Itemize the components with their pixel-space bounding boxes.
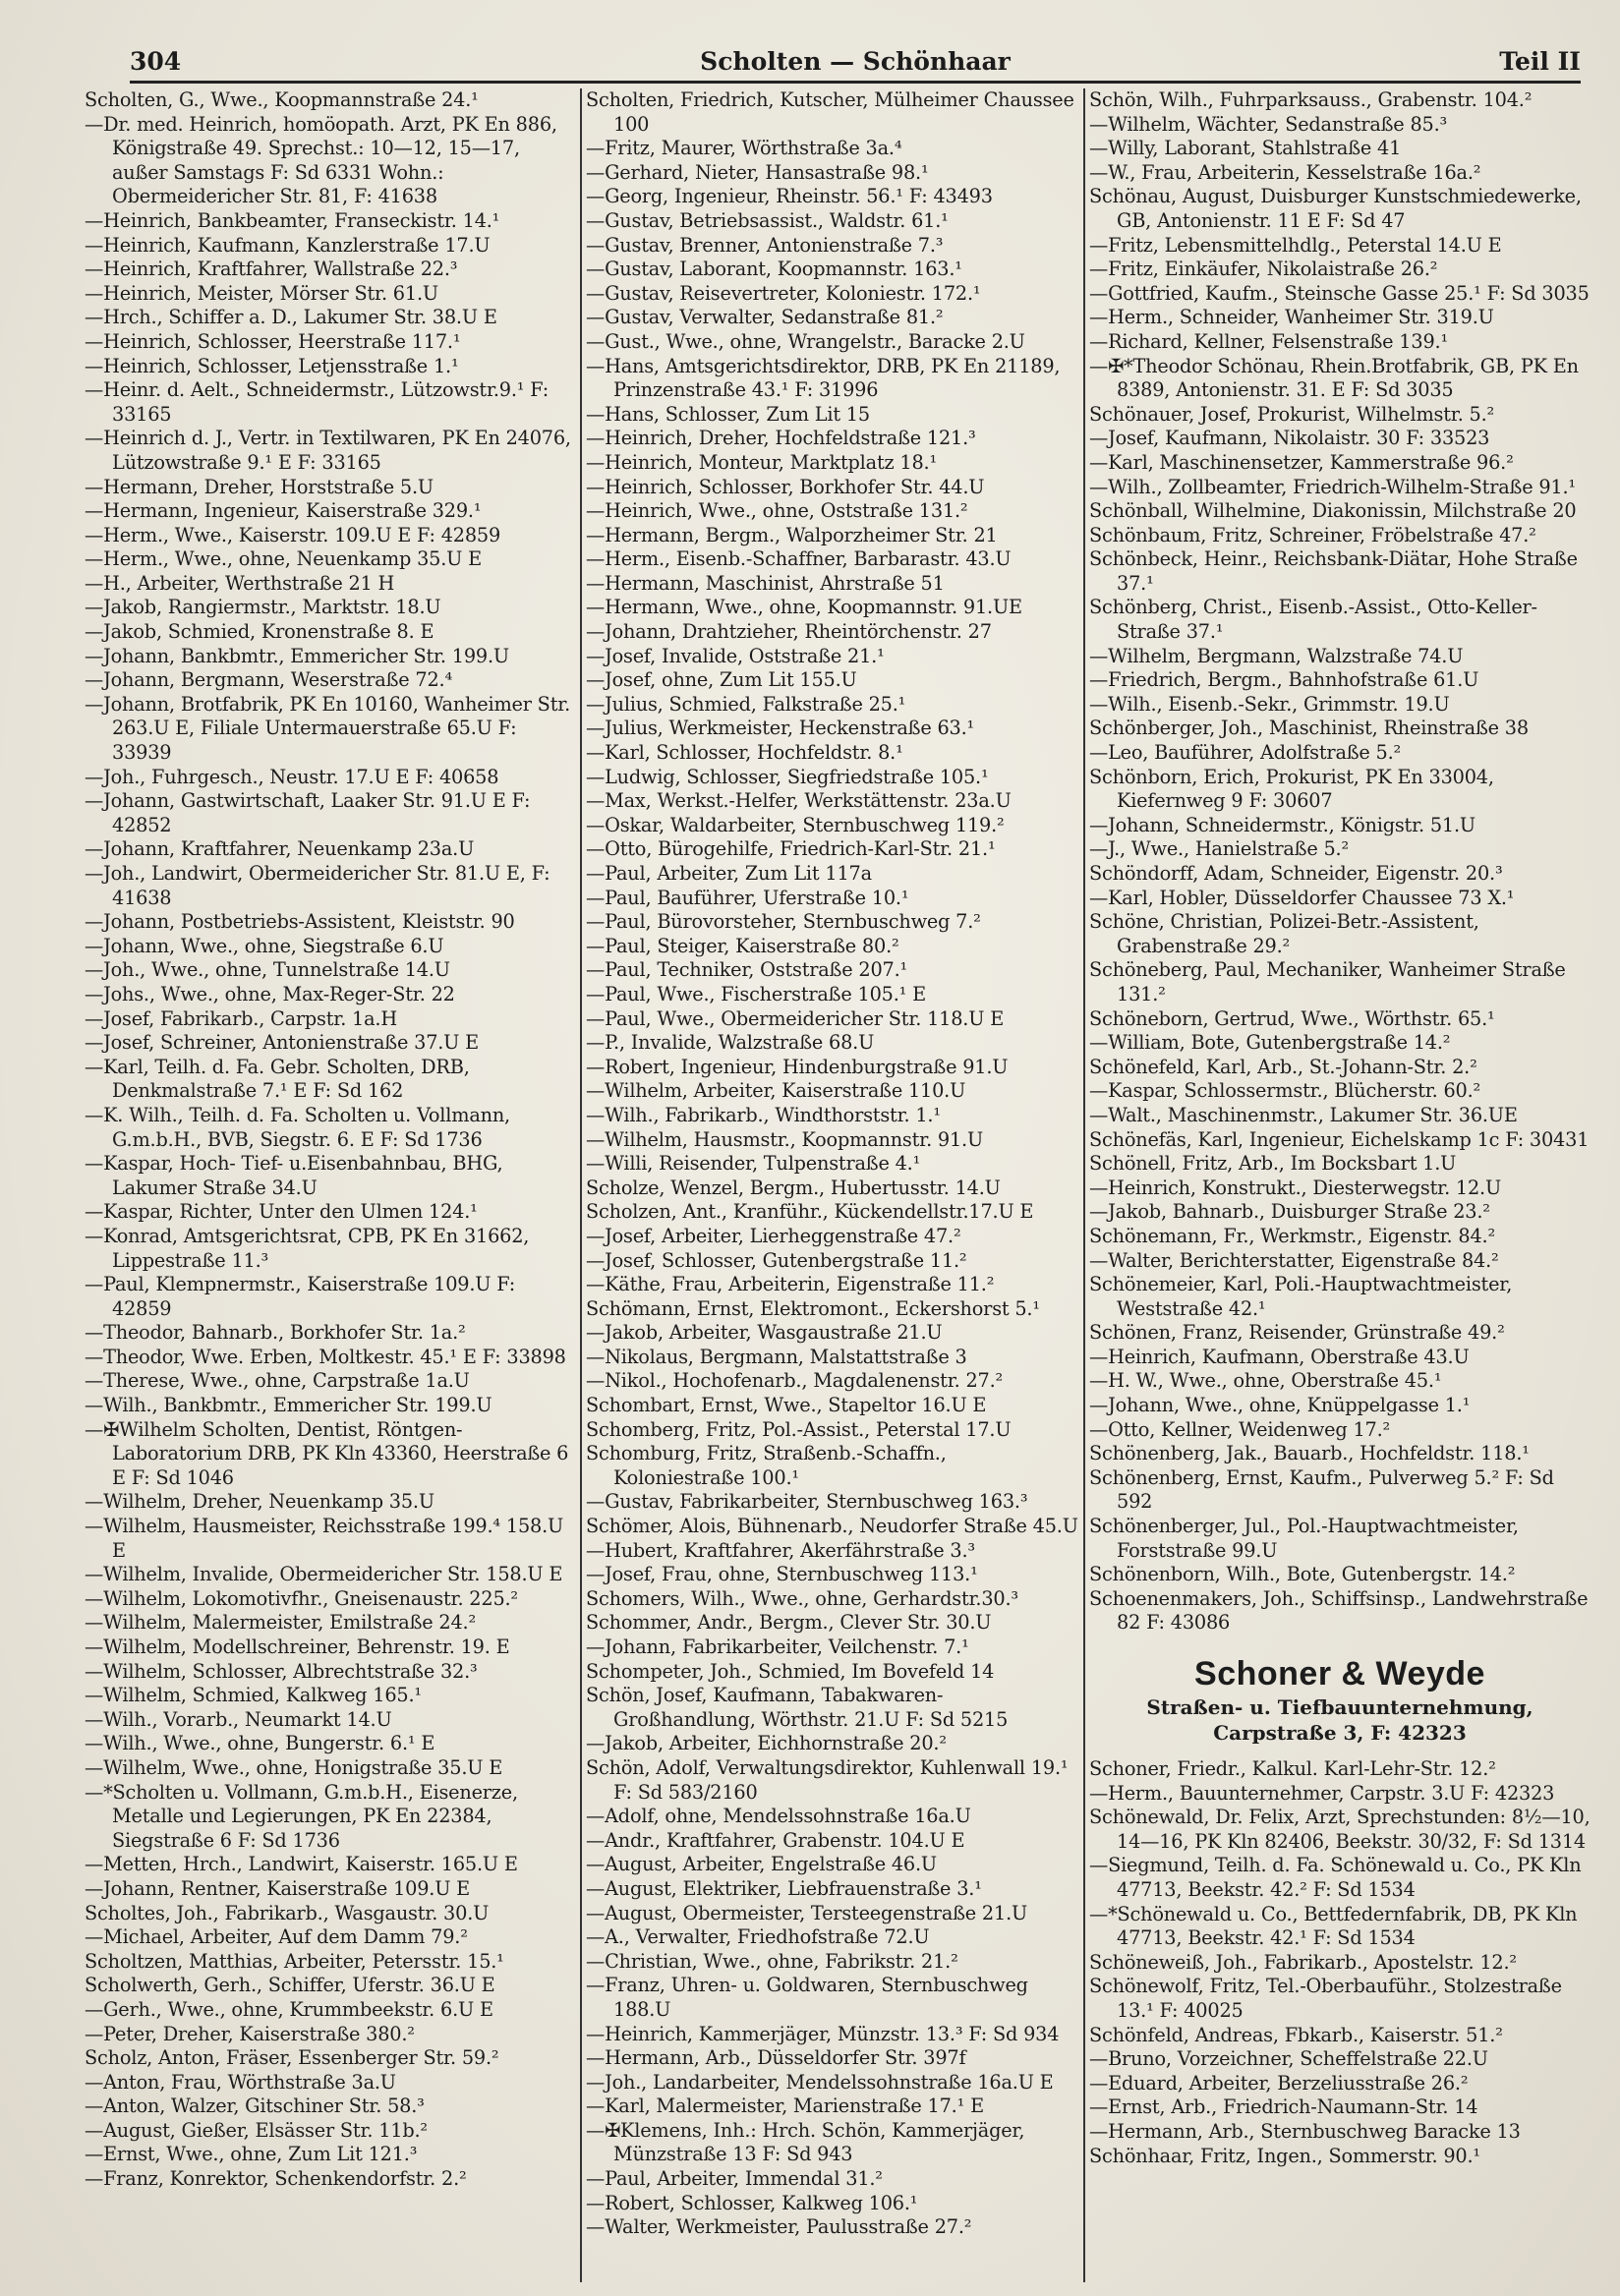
column-divider [1083, 88, 1085, 2282]
directory-entry: —Christian, Wwe., ohne, Fabrikstr. 21.² [586, 1949, 958, 1973]
directory-entry: Schönemann, Fr., Werkmstr., Eigenstr. 84.² [1089, 1224, 1495, 1247]
directory-entry: —Fritz, Lebensmittelhdlg., Peterstal 14.U E [1089, 233, 1502, 257]
directory-entry: —Otto, Bürogehilfe, Friedrich-Karl-Str. 21.¹ [586, 837, 996, 861]
directory-entry: Scholten, G., Wwe., Koopmannstraße 24.¹ [85, 88, 479, 111]
directory-entry: —Jakob, Schmied, Kronenstraße 8. E [85, 620, 434, 644]
directory-entry: Schönenberger, Jul., Pol.-Hauptwachtmeister, Forststraße 99.U [1089, 1515, 1519, 1562]
directory-entry: Schönen, Franz, Reisender, Grünstraße 49.² [1089, 1321, 1505, 1345]
directory-entry: —Robert, Schlosser, Kalkweg 106.¹ [586, 2191, 918, 2214]
directory-entry: —P., Invalide, Walzstraße 68.U [586, 1031, 875, 1055]
directory-entry: —Wilhelm, Dreher, Neuenkamp 35.U [85, 1490, 434, 1514]
directory-entry: —Eduard, Arbeiter, Berzeliusstraße 26.² [1089, 2071, 1469, 2095]
directory-entry: —Gustav, Fabrikarbeiter, Sternbuschweg 163.³ [586, 1490, 1028, 1514]
directory-entry: —Wilhelm, Hausmeister, Reichsstraße 199.⁴ 158.U E [85, 1515, 564, 1562]
directory-entry: Scholten, Friedrich, Kutscher, Mülheimer Chaussee 100 [586, 88, 1074, 136]
directory-entry: —Wilhelm, Wächter, Sedanstraße 85.³ [1089, 112, 1448, 136]
directory-entry: —Josef, Fabrikarb., Carpstr. 1a.H [85, 1006, 397, 1030]
directory-entry: —Heinrich, Wwe., ohne, Oststraße 131.² [586, 499, 968, 523]
directory-entry: —Johann, Kraftfahrer, Neuenkamp 23a.U [85, 837, 475, 861]
directory-entry: Schönauer, Josef, Prokurist, Wilhelmstr. 5.² [1089, 402, 1495, 426]
directory-entry: —Heinrich d. J., Vertr. in Textilwaren, PK En 24076, Lützowstraße 9.¹ E F: 33165 [85, 427, 571, 474]
directory-entry: —Johann, Gastwirtschaft, Laaker Str. 91.U E F: 42852 [85, 789, 531, 836]
directory-entry: —William, Bote, Gutenbergstraße 14.² [1089, 1031, 1451, 1055]
directory-entry: Schöneborn, Gertrud, Wwe., Wörthstr. 65.¹ [1089, 1006, 1495, 1030]
directory-entry: —Herm., Schneider, Wanheimer Str. 319.U [1089, 306, 1494, 329]
directory-entry: —Theodor, Wwe. Erben, Moltkestr. 45.¹ E F: 33898 [85, 1345, 566, 1368]
directory-entry: —Johann, Drahtzieher, Rheintörchenstr. 27 [586, 620, 992, 644]
directory-entry: —Ludwig, Schlosser, Siegfriedstraße 105.¹ [586, 765, 989, 788]
directory-entry: Scholtes, Joh., Fabrikarb., Wasgaustr. 30.U [85, 1901, 490, 1924]
directory-entry: —Therese, Wwe., ohne, Carpstraße 1a.U [85, 1369, 470, 1393]
directory-entry: —Wilhelm, Modellschreiner, Behrenstr. 19. E [85, 1636, 510, 1658]
directory-entry: —Willy, Laborant, Stahlstraße 41 [1089, 137, 1402, 160]
directory-entry: —Wilh., Fabrikarb., Windthorststr. 1.¹ [586, 1103, 941, 1126]
directory-entry: —Heinrich, Schlosser, Letjensstraße 1.¹ [85, 354, 459, 377]
column-1 [85, 88, 580, 2282]
directory-entry: —Hermann, Ingenieur, Kaiserstraße 329.¹ [85, 499, 482, 523]
directory-entry: Schömer, Alois, Bühnenarb., Neudorfer Straße 45.U [586, 1515, 1078, 1538]
directory-entry: Schönemeier, Karl, Poli.-Hauptwachtmeister, Weststraße 42.¹ [1089, 1273, 1513, 1320]
directory-entry: —Ernst, Arb., Friedrich-Naumann-Str. 14 [1089, 2095, 1478, 2119]
directory-entry: —Leo, Bauführer, Adolfstraße 5.² [1089, 741, 1402, 765]
directory-entry: —Johann, Brotfabrik, PK En 10160, Wanheimer Str. 263.U E, Filiale Untermauerstraße 65.U F: 33939 [85, 692, 571, 765]
directory-entry: —Josef, Arbeiter, Lierheggenstraße 47.² [586, 1224, 961, 1247]
directory-entry: —Wilhelm, Schlosser, Albrechtstraße 32.³ [85, 1659, 478, 1683]
directory-entry: —Andr., Kraftfahrer, Grabenstr. 104.U E [586, 1828, 965, 1852]
directory-entry: —Wilhelm, Schmied, Kalkweg 165.¹ [85, 1684, 422, 1707]
directory-entry: —August, Obermeister, Tersteegenstraße 21.U [586, 1901, 1028, 1924]
directory-entry: —Nikolaus, Bergmann, Malstattstraße 3 [586, 1345, 967, 1368]
directory-entry: —Konrad, Amtsgerichtsrat, CPB, PK En 31662, Lippestraße 11.³ [85, 1224, 530, 1272]
page-header [130, 43, 1581, 84]
directory-entry: Scholzen, Ant., Kranführ., Kückendellstr.17.U E [586, 1200, 1034, 1224]
directory-entry: —Heinrich, Kaufmann, Kanzlerstraße 17.U [85, 233, 491, 257]
directory-entry: Schöneweiß, Joh., Fabrikarb., Apostelstr. 12.² [1089, 1950, 1517, 1974]
directory-entry: —Paul, Arbeiter, Zum Lit 117a [586, 862, 872, 885]
directory-entry: —Fritz, Einkäufer, Nikolaistraße 26.² [1089, 258, 1438, 281]
directory-entry: —Johann, Bankbmtr., Emmericher Str. 199.U [85, 644, 509, 667]
directory-entry: —Karl, Schlosser, Hochfeldstr. 8.¹ [586, 741, 903, 765]
directory-entry: —A., Verwalter, Friedhofstraße 72.U [586, 1925, 930, 1949]
directory-entry: —Herm., Wwe., ohne, Neuenkamp 35.U E [85, 547, 483, 571]
directory-entry: —Hermann, Bergm., Walporzheimer Str. 21 [586, 523, 998, 546]
directory-entry: —Johann, Schneidermstr., Königstr. 51.U [1089, 813, 1475, 836]
directory-entry: —Wilh., Eisenb.-Sekr., Grimmstr. 19.U [1089, 692, 1450, 716]
part-label: Teil II [1499, 47, 1581, 76]
directory-entry: —Paul, Wwe., Fischerstraße 105.¹ E [586, 982, 926, 1005]
directory-entry: —Johann, Wwe., ohne, Siegstraße 6.U [85, 934, 444, 957]
directory-entry: —Paul, Wwe., Obermeidericher Str. 118.U E [586, 1006, 1005, 1030]
directory-entry: —Willi, Reisender, Tulpenstraße 4.¹ [586, 1152, 921, 1176]
directory-entry: Schomburg, Fritz, Straßenb.-Schaffn., Koloniestraße 100.¹ [586, 1442, 947, 1489]
directory-entry: —Dr. med. Heinrich, homöopath. Arzt, PK En 886, Königstraße 49. Sprechst.: 10—12, 15—17, außer Samstags F: Sd 6331 Wohn.: Obermeidericher Str. 81, F: 41638 [85, 112, 557, 208]
directory-entry: —Franz, Konrektor, Schenkendorfstr. 2.² [85, 2167, 467, 2191]
directory-entry: —Johann, Wwe., ohne, Knüppelgasse 1.¹ [1089, 1394, 1471, 1417]
directory-entry: —Paul, Bürovorsteher, Sternbuschweg 7.² [586, 910, 981, 934]
ad-address-line: Carpstraße 3, F: 42323 [1213, 1721, 1467, 1745]
directory-entry: —Herm., Eisenb.-Schaffner, Barbarastr. 43.U [586, 547, 1012, 571]
directory-entry: —Gustav, Reisevertreter, Koloniestr. 172.¹ [586, 281, 981, 305]
directory-entry: —Wilhelm, Invalide, Obermeidericher Str. 158.U E [85, 1563, 563, 1586]
directory-entry: —Gust., Wwe., ohne, Wrangelstr., Baracke 2.U [586, 329, 1025, 353]
directory-entry: —Wilhelm, Lokomotivfhr., Gneisenaustr. 225.² [85, 1586, 518, 1610]
directory-entry: —Heinrich, Kraftfahrer, Wallstraße 22.³ [85, 258, 458, 281]
directory-entry: —Joh., Fuhrgesch., Neustr. 17.U E F: 40658 [85, 765, 499, 788]
directory-entry: Schönenberg, Ernst, Kaufm., Pulverweg 5.² F: Sd 592 [1089, 1465, 1554, 1514]
directory-entry: —Gottfried, Kaufm., Steinsche Gasse 25.¹ F: Sd 3035 [1089, 281, 1590, 305]
directory-entry: Schönberger, Joh., Maschinist, Rheinstraße 38 [1089, 717, 1529, 740]
directory-entry: —✠*Theodor Schönau, Rhein.Brotfabrik, GB, PK En 8389, Antonienstr. 31. E F: Sd 3035 [1089, 354, 1579, 402]
directory-entry: —Ernst, Wwe., ohne, Zum Lit 121.³ [85, 2143, 418, 2166]
directory-entry: —Joh., Wwe., ohne, Tunnelstraße 14.U [85, 958, 450, 982]
directory-entry: Schön, Adolf, Verwaltungsdirektor, Kuhlenwall 19.¹ F: Sd 583/2160 [586, 1755, 1069, 1804]
directory-entry: —J., Wwe., Hanielstraße 5.² [1089, 837, 1349, 861]
directory-entry: —Gerh., Wwe., ohne, Krummbeekstr. 6.U E [85, 1997, 493, 2021]
directory-entry: Scholwerth, Gerh., Schiffer, Uferstr. 36.U E [85, 1974, 495, 1997]
directory-entry: Schönball, Wilhelmine, Diakonissin, Milchstraße 20 [1089, 499, 1577, 523]
directory-entry: —Wilhelm, Hausmstr., Koopmannstr. 91.U [586, 1127, 984, 1151]
directory-entry: Schöneberg, Paul, Mechaniker, Wanheimer Straße 131.² [1089, 958, 1566, 1005]
directory-entry: —Franz, Uhren- u. Goldwaren, Sternbuschweg 188.U [586, 1974, 1028, 2021]
directory-entry: —Karl, Malermeister, Marienstraße 17.¹ E [586, 2095, 984, 2118]
directory-entry: —✠Klemens, Inh.: Hrch. Schön, Kammerjäger, Münzstraße 13 F: Sd 943 [586, 2118, 1025, 2166]
directory-entry: —Robert, Ingenieur, Hindenburgstraße 91.U [586, 1055, 1009, 1078]
directory-entry: Schoner, Friedr., Kalkul. Karl-Lehr-Str. 12.² [1089, 1757, 1496, 1780]
directory-entry: Schönbaum, Fritz, Schreiner, Fröbelstraße 47.² [1089, 523, 1536, 546]
directory-entry: Schomberg, Fritz, Pol.-Assist., Peterstal 17.U [586, 1417, 1012, 1441]
directory-entry: Schomers, Wilh., Wwe., ohne, Gerhardstr.30.³ [586, 1586, 1018, 1610]
directory-entry: —Theodor, Bahnarb., Borkhofer Str. 1a.² [85, 1321, 466, 1345]
directory-entry: —Gustav, Betriebsassist., Waldstr. 61.¹ [586, 208, 949, 232]
directory-entry: —Hermann, Wwe., ohne, Koopmannstr. 91.UE [586, 596, 1022, 619]
directory-entry: —Adolf, ohne, Mendelssohnstraße 16a.U [586, 1805, 971, 1828]
directory-entry: —Wilhelm, Arbeiter, Kaiserstraße 110.U [586, 1079, 966, 1103]
directory-entry: —Julius, Werkmeister, Heckenstraße 63.¹ [586, 717, 975, 740]
directory-entry: —August, Gießer, Elsässer Str. 11b.² [85, 2118, 428, 2142]
directory-entry: —Josef, Schlosser, Gutenbergstraße 11.² [586, 1248, 967, 1272]
directory-entry: —Hermann, Dreher, Horststraße 5.U [85, 475, 434, 498]
directory-entry: —Walter, Werkmeister, Paulusstraße 27.² [586, 2215, 972, 2239]
directory-entry: —W., Frau, Arbeiterin, Kesselstraße 16a.² [1089, 160, 1481, 184]
directory-entry: —Hermann, Maschinist, Ahrstraße 51 [586, 571, 945, 595]
directory-entry: —Kaspar, Schlossermstr., Blücherstr. 60.² [1089, 1079, 1481, 1103]
directory-entry: —Wilhelm, Wwe., ohne, Honigstraße 35.U E [85, 1755, 503, 1779]
directory-entry: —Wilh., Vorarb., Neumarkt 14.U [85, 1707, 392, 1731]
directory-entry: —Karl, Maschinensetzer, Kammerstraße 96.² [1089, 450, 1514, 474]
directory-entry: Schönewald, Dr. Felix, Arzt, Sprechstunden: 8½—10, 14—16, PK Kln 82406, Beekstr. 30/32, F: Sd 1314 [1089, 1806, 1591, 1853]
directory-entry: —Michael, Arbeiter, Auf dem Damm 79.² [85, 1925, 468, 1949]
column-3 [1089, 88, 1591, 2282]
directory-entry: —Karl, Hobler, Düsseldorfer Chaussee 73 X.¹ [1089, 886, 1515, 909]
directory-entry: —Johann, Postbetriebs-Assistent, Kleiststr. 90 [85, 910, 515, 934]
directory-entry: Schöndorff, Adam, Schneider, Eigenstr. 20.³ [1089, 862, 1503, 885]
directory-entry: —Kaspar, Richter, Unter den Ulmen 124.¹ [85, 1200, 478, 1224]
directory-entry: Schönborn, Erich, Prokurist, PK En 33004, Kiefernweg 9 F: 30607 [1089, 765, 1494, 813]
directory-entry: Schönell, Fritz, Arb., Im Bocksbart 1.U [1089, 1152, 1457, 1176]
directory-entry: Schönefeld, Karl, Arb., St.-Johann-Str. 2.² [1089, 1055, 1477, 1078]
directory-entry: —Walt., Maschinenmstr., Lakumer Str. 36.UE [1089, 1103, 1518, 1126]
directory-entry: —August, Elektriker, Liebfrauenstraße 3.¹ [586, 1876, 982, 1900]
directory-entry: —Wilh., Wwe., ohne, Bungerstr. 6.¹ E [85, 1732, 435, 1755]
directory-entry: —*Scholten u. Vollmann, G.m.b.H., Eisenerze, Metalle und Legierungen, PK En 22384, Siegstraße 6 F: Sd 1736 [85, 1780, 518, 1852]
directory-entry: —Paul, Bauführer, Uferstraße 10.¹ [586, 886, 909, 909]
directory-entry: —Anton, Walzer, Gitschiner Str. 58.³ [85, 2095, 425, 2118]
column-2 [586, 88, 1081, 2282]
directory-entry: Schön, Josef, Kaufmann, Tabakwaren-Großhandlung, Wörthstr. 21.U F: Sd 5215 [586, 1684, 1009, 1731]
directory-entry: —Hans, Schlosser, Zum Lit 15 [586, 402, 870, 426]
directory-entry: —Wilhelm, Malermeister, Emilstraße 24.² [85, 1611, 476, 1635]
directory-entry: —Karl, Teilh. d. Fa. Gebr. Scholten, DRB, Denkmalstraße 7.¹ E F: Sd 162 [85, 1055, 470, 1103]
directory-entry: —Peter, Dreher, Kaiserstraße 380.² [85, 2022, 415, 2045]
directory-entry: —Wilhelm, Bergmann, Walzstraße 74.U [1089, 644, 1464, 667]
directory-entry: Schönbeck, Heinr., Reichsbank-Diätar, Hohe Straße 37.¹ [1089, 547, 1578, 595]
directory-entry: Scholz, Anton, Fräser, Essenberger Str. 59.² [85, 2046, 499, 2070]
directory-entry: Scholtzen, Matthias, Arbeiter, Petersstr. 15.¹ [85, 1949, 504, 1973]
directory-entry: —Joh., Landwirt, Obermeidericher Str. 81.U E, F: 41638 [85, 862, 550, 909]
directory-entry: —Hans, Amtsgerichtsdirektor, DRB, PK En 21189, Prinzenstraße 43.¹ F: 31996 [586, 354, 1061, 402]
directory-entry: —Josef, Kaufmann, Nikolaistr. 30 F: 33523 [1089, 427, 1490, 450]
directory-entry: —Josef, Invalide, Oststraße 21.¹ [586, 644, 885, 667]
directory-entry: Schömann, Ernst, Elektromont., Eckershorst 5.¹ [586, 1296, 1040, 1320]
directory-entry: —Kaspar, Hoch- Tief- u.Eisenbahnbau, BHG, Lakumer Straße 34.U [85, 1152, 503, 1199]
ad-business-line: Straßen- u. Tiefbauunternehmung, [1146, 1695, 1533, 1719]
directory-entry: —Julius, Schmied, Falkstraße 25.¹ [586, 692, 906, 716]
directory-entry: —Gustav, Brenner, Antonienstraße 7.³ [586, 233, 944, 257]
directory-entry: —Richard, Kellner, Felsenstraße 139.¹ [1089, 329, 1448, 353]
directory-entry: Schönewolf, Fritz, Tel.-Oberbauführ., Stolzestraße 13.¹ F: 40025 [1089, 1975, 1562, 2022]
directory-entry: —Bruno, Vorzeichner, Scheffelstraße 22.U [1089, 2047, 1488, 2071]
directory-entry: —Josef, Frau, ohne, Sternbuschweg 113.¹ [586, 1563, 978, 1586]
directory-entry: Schönenberg, Jak., Bauarb., Hochfeldstr. 118.¹ [1089, 1442, 1530, 1465]
directory-entry: —Hermann, Arb., Sternbuschweg Baracke 13 [1089, 2119, 1521, 2143]
directory-entry: —Hubert, Kraftfahrer, Akerfährstraße 3.³ [586, 1538, 975, 1562]
ad-company-name: Schoner & Weyde [1194, 1655, 1485, 1693]
directory-entry: —Joh., Landarbeiter, Mendelssohnstraße 16a.U E [586, 2070, 1054, 2094]
directory-entry: —Heinrich, Kammerjäger, Münzstr. 13.³ F: Sd 934 [586, 2022, 1060, 2045]
directory-entry: Schönenborn, Wilh., Bote, Gutenbergstr. 14.² [1089, 1563, 1516, 1586]
directory-entry: —K. Wilh., Teilh. d. Fa. Scholten u. Vollmann, G.m.b.H., BVB, Siegstr. 6. E F: Sd 1736 [85, 1103, 510, 1151]
directory-entry: —Heinr. d. Aelt., Schneidermstr., Lützowstr.9.¹ F: 33165 [85, 378, 550, 426]
page-number: 304 [130, 47, 182, 76]
directory-entry: —Paul, Steiger, Kaiserstraße 80.² [586, 934, 899, 957]
directory-entry: —✠Wilhelm Scholten, Dentist, Röntgen-Laboratorium DRB, PK Kln 43360, Heerstraße 6 E F: Sd 1046 [85, 1417, 569, 1489]
directory-entry: —Herm., Bauunternehmer, Carpstr. 3.U F: 42323 [1089, 1781, 1555, 1805]
directory-entry: —Paul, Klempnermstr., Kaiserstraße 109.U F: 42859 [85, 1273, 516, 1320]
directory-entry: —Heinrich, Schlosser, Borkhofer Str. 44.U [586, 475, 985, 498]
directory-entry: —Herm., Wwe., Kaiserstr. 109.U E F: 42859 [85, 523, 501, 546]
directory-entry: —Gustav, Laborant, Koopmannstr. 163.¹ [586, 258, 962, 281]
directory-entry: —Heinrich, Konstrukt., Diesterwegstr. 12.U [1089, 1176, 1502, 1199]
advertisement [1089, 1653, 1591, 1746]
directory-entry: —Heinrich, Schlosser, Heerstraße 117.¹ [85, 329, 461, 353]
directory-entry: —Johann, Rentner, Kaiserstraße 109.U E [85, 1876, 471, 1900]
directory-entry: —Jakob, Arbeiter, Eichhornstraße 20.² [586, 1732, 947, 1755]
directory-entry: —Max, Werkst.-Helfer, Werkstättenstr. 23a.U [586, 789, 1012, 813]
directory-entry: —Otto, Kellner, Weidenweg 17.² [1089, 1417, 1391, 1441]
directory-entry: Schönberg, Christ., Eisenb.-Assist., Otto-Keller-Straße 37.¹ [1089, 596, 1537, 644]
directory-entry: —Jakob, Arbeiter, Wasgaustraße 21.U [586, 1321, 943, 1345]
directory-entry: —H., Arbeiter, Werthstraße 21 H [85, 571, 395, 595]
page-title: Scholten — Schönhaar [700, 47, 1011, 76]
directory-entry: —Heinrich, Bankbeamter, Franseckistr. 14.¹ [85, 208, 500, 232]
directory-entry: Schönfeld, Andreas, Fbkarb., Kaiserstr. 51.² [1089, 2023, 1503, 2046]
directory-entry: —Nikol., Hochofenarb., Magdalenenstr. 27.² [586, 1369, 1004, 1393]
directory-entry: —Käthe, Frau, Arbeiterin, Eigenstraße 11.² [586, 1273, 995, 1296]
column-divider [580, 88, 582, 2282]
directory-entry: —Fritz, Maurer, Wörthstraße 3a.⁴ [586, 137, 902, 160]
directory-entry: —Metten, Hrch., Landwirt, Kaiserstr. 165.U E [85, 1853, 518, 1876]
directory-entry: —*Schönewald u. Co., Bettfedernfabrik, DB, PK Kln 47713, Beekstr. 42.¹ F: Sd 1534 [1089, 1902, 1578, 1950]
directory-entry: Schönhaar, Fritz, Ingen., Sommerstr. 90.¹ [1089, 2144, 1480, 2167]
directory-entry: —Friedrich, Bergm., Bahnhofstraße 61.U [1089, 668, 1479, 692]
directory-entry: —Heinrich, Monteur, Marktplatz 18.¹ [586, 450, 937, 474]
directory-entry: —Gerhard, Nieter, Hansastraße 98.¹ [586, 160, 929, 184]
directory-entry: —Heinrich, Kaufmann, Oberstraße 43.U [1089, 1345, 1470, 1368]
directory-entry: —Wilh., Zollbeamter, Friedrich-Wilhelm-Straße 91.¹ [1089, 475, 1576, 498]
directory-entry: —Johann, Bergmann, Weserstraße 72.⁴ [85, 668, 452, 692]
directory-entry: Schöne, Christian, Polizei-Betr.-Assistent, Grabenstraße 29.² [1089, 910, 1479, 957]
directory-entry: —Gustav, Verwalter, Sedanstraße 81.² [586, 306, 944, 329]
directory-entry: —Paul, Arbeiter, Immendal 31.² [586, 2167, 883, 2191]
directory-entry: —Anton, Frau, Wörthstraße 3a.U [85, 2070, 396, 2094]
directory-entry: —Johs., Wwe., ohne, Max-Reger-Str. 22 [85, 982, 455, 1005]
directory-entry: —Walter, Berichterstatter, Eigenstraße 84.² [1089, 1248, 1499, 1272]
directory-entry: —Johann, Fabrikarbeiter, Veilchenstr. 7.¹ [586, 1636, 969, 1658]
directory-entry: —Siegmund, Teilh. d. Fa. Schönewald u. Co., PK Kln 47713, Beekstr. 42.² F: Sd 1534 [1089, 1854, 1582, 1901]
directory-entry: Schönefäs, Karl, Ingenieur, Eichelskamp 1c F: 30431 [1089, 1127, 1590, 1151]
directory-entry: —Hrch., Schiffer a. D., Lakumer Str. 38.U E [85, 306, 497, 329]
directory-entry: Schombart, Ernst, Wwe., Stapeltor 16.U E [586, 1394, 987, 1417]
directory-entry: —August, Arbeiter, Engelstraße 46.U [586, 1853, 937, 1876]
directory-entry: —Hermann, Arb., Düsseldorfer Str. 397f [586, 2046, 966, 2070]
directory-entry: —Oskar, Waldarbeiter, Sternbuschweg 119.² [586, 813, 1005, 836]
directory-entry: —Paul, Techniker, Oststraße 207.¹ [586, 958, 908, 982]
directory-entry: —Josef, Schreiner, Antonienstraße 37.U E [85, 1031, 480, 1055]
directory-entry: Schommer, Andr., Bergm., Clever Str. 30.U [586, 1611, 992, 1635]
directory-entry: —H. W., Wwe., ohne, Oberstraße 45.¹ [1089, 1369, 1442, 1393]
directory-entry: —Jakob, Rangiermstr., Marktstr. 18.U [85, 596, 441, 619]
directory-entry: Scholze, Wenzel, Bergm., Hubertusstr. 14.U [586, 1176, 1001, 1199]
directory-entry: Schoenenmakers, Joh., Schiffsinsp., Landwehrstraße 82 F: 43086 [1089, 1586, 1589, 1635]
directory-entry: Schompeter, Joh., Schmied, Im Bovefeld 14 [586, 1659, 995, 1683]
directory-entry: —Heinrich, Dreher, Hochfeldstraße 121.³ [586, 427, 976, 450]
directory-entry: —Jakob, Bahnarb., Duisburger Straße 23.² [1089, 1200, 1490, 1224]
directory-entry: Schönau, August, Duisburger Kunstschmiedewerke, GB, Antonienstr. 11 E F: Sd 47 [1089, 185, 1582, 232]
directory-entry: —Georg, Ingenieur, Rheinstr. 56.¹ F: 43493 [586, 185, 993, 208]
directory-entry: —Josef, ohne, Zum Lit 155.U [586, 668, 857, 692]
directory-entry: Schön, Wilh., Fuhrparksauss., Grabenstr. 104.² [1089, 88, 1533, 111]
directory-entry: —Heinrich, Meister, Mörser Str. 61.U [85, 281, 438, 305]
directory-entry: —Wilh., Bankbmtr., Emmericher Str. 199.U [85, 1394, 492, 1417]
